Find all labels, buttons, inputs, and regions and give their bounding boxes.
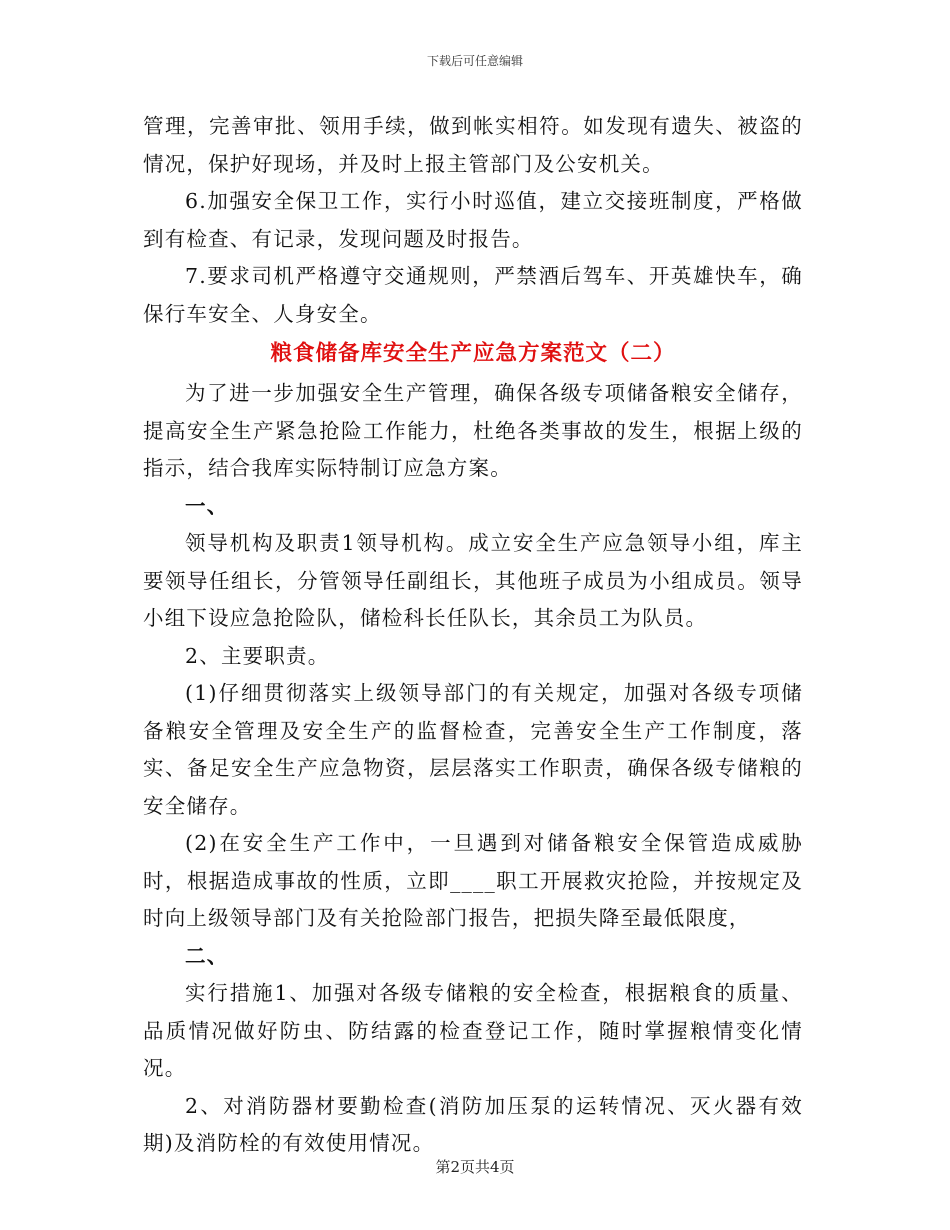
paragraph-measure-2: 2、对消防器材要勤检查(消防加压泵的运转情况、灭火器有效期)及消防栓的有效使用情况。 [143,1093,803,1155]
paragraph-organization: 领导机构及职责1领导机构。成立安全生产应急领导小组，库主要领导任组长，分管领导任副组长，其他班子成员为小组成员。领导小组下设应急抢险队，储检科长任队长，其余员工为队员。 [143,531,803,630]
duty-2-blank: ____ [450,868,496,893]
section-title: 粮食储备库安全生产应急方案范文（二） [270,341,676,366]
paragraph-item-6: 6.加强安全保卫工作，实行小时巡值，建立交接班制度，严格做到有检查、有记录，发现问题及时报告。 [143,189,803,251]
paragraph-measure-1: 实行措施1、加强对各级专储粮的安全检查，根据粮食的质量、品质情况做好防虫、防结露的检查登记工作，随时掌握粮情变化情况。 [143,981,803,1080]
heading-duties: 2、主要职责。 [185,643,330,668]
heading-two: 二、 [185,943,229,968]
heading-one: 一、 [185,493,229,518]
duty-2-text-before: (2)在安全生产工作中，一旦遇到对储备粮安全保管造成威胁时，根据造成事故的性质，立即 [143,831,803,893]
paragraph-duty-1: (1)仔细贯彻落实上级领导部门的有关规定，加强对各级专项储备粮安全管理及安全生产的监督检查，完善安全生产工作制度，落实、备足安全生产应急物资，层层落实工作职责，确保各级专储粮的安全储存。 [143,681,803,818]
page-header: 下载后可任意编辑 [426,54,523,68]
paragraph-item-7: 7.要求司机严格遵守交通规则，严禁酒后驾车、开英雄快车，确保行车安全、人身安全。 [143,264,803,326]
duty-2-text-after: 职工开展救灾抢险，并按规定及时向上级领导部门及有关抢险部门报告，把损失降至最低限度， [143,868,803,930]
paragraph-continuation: 管理，完善审批、领用手续，做到帐实相符。如发现有遗失、被盗的情况，保护好现场，并及时上报主管部门及公安机关。 [143,114,803,176]
document-body [143,108,803,1163]
paragraph-duty-2 [143,825,803,938]
paragraph-intro: 为了进一步加强安全生产管理，确保各级专项储备粮安全储存，提高安全生产紧急抢险工作能力，杜绝各类事故的发生，根据上级的指示，结合我库实际特制订应急方案。 [143,381,803,480]
page-footer: 第2页共4页 [435,1158,515,1176]
